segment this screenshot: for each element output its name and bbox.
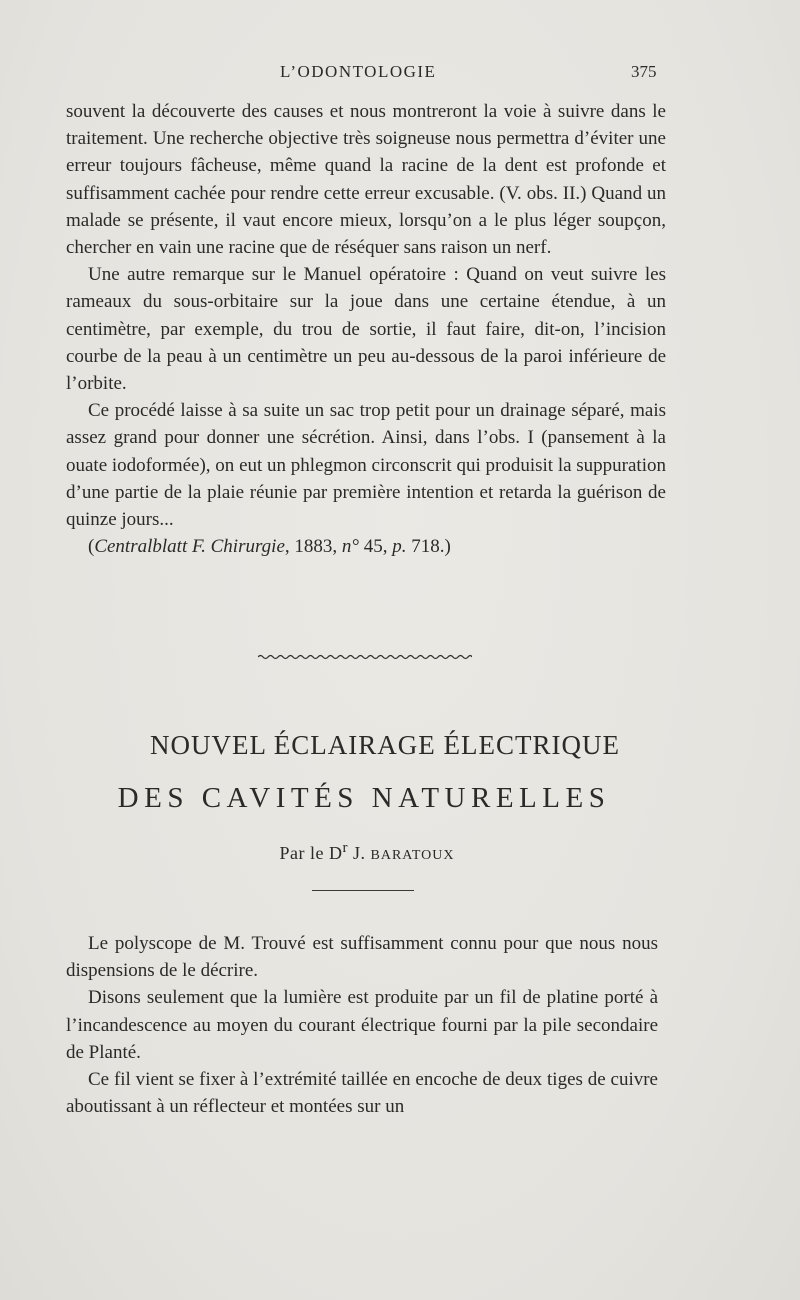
wavy-separator: [258, 652, 472, 662]
byline: Par le $D^r$ J. BARATOUX: [279, 840, 455, 863]
citation: (Centralblatt F. Chirurgie, 1883, n° 45, p. 718.): [88, 536, 451, 558]
running-head: [0, 62, 800, 86]
paragraph-continuation: souvent la découverte des causes et nous montreront la voie à suivre dans le traitement. Une recherche objective très soigneuse nous permettra d’éviter une erreur toujours fâcheuse, même quand la racine de la dent est profonde et suffisamment cachée pour rendre cette erreur excusable. (V. obs. II.) Quand un malade se présente, il vaut encore mieux, lorsqu’on a le plus léger soupçon, chercher en vain une racine que de réséquer sans raison un nerf.: [66, 101, 666, 259]
title-rule: [312, 890, 414, 891]
paragraph-procede: Ce procédé laisse à sa suite un sac trop petit pour un drainage séparé, mais assez grand pour donner une sécrétion. Ainsi, dans l’obs. I (pansement à la ouate iodoformée), on eut un phlegmon circonscrit qui produisit la suppuration d’une partie de la plaie réunie par première intention et retarda la guérison de quinze jours...: [66, 400, 666, 531]
paragraph-fil: Ce fil vient se fixer à l’extrémité taillée en encoche de deux tiges de cuivre aboutissant à un réflecteur et montées sur un: [66, 1069, 658, 1118]
paragraph-lumiere: Disons seulement que la lumière est produite par un fil de platine porté à l’incandescence au moyen du courant électrique fourni par la pile secondaire de Planté.: [66, 987, 658, 1063]
paragraph-polyscope: Le polyscope de M. Trouvé est suffisamment connu pour que nous nous dispensions de le décrire.: [66, 933, 658, 982]
article-title-line-2: DES CAVITÉS NATURELLES: [117, 782, 611, 814]
author-name: BARATOUX: [370, 848, 455, 863]
running-title: L’ODONTOLOGIE: [280, 62, 437, 81]
citation-source: Centralblatt F. Chirurgie: [94, 536, 285, 558]
article-title-line-1: NOUVEL ÉCLAIRAGE ÉLECTRIQUE: [150, 730, 620, 760]
paragraph-manuel-operatoire: Une autre remarque sur le Manuel opératoire : Quand on veut suivre les rameaux du sous-orbitaire sur la joue dans une certaine étendue, à un centimètre, par exemple, du trou de sortie, il faut faire, dit-on, l’incision courbe de la peau à un centimètre un peu au-dessous de la paroi inférieure de l’orbite.: [66, 264, 666, 395]
previous-article-text: [66, 98, 666, 560]
article-body: [66, 930, 658, 1120]
page-number: 375: [631, 62, 657, 81]
